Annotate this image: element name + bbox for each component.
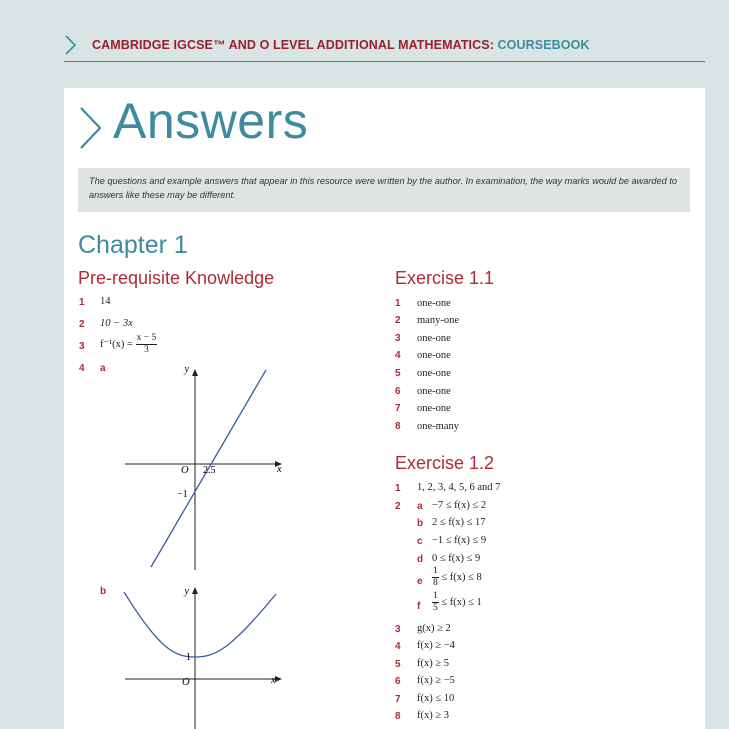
book-type: COURSEBOOK: [497, 38, 590, 52]
notice-box: The questions and example answers that appear in this resource were written by the author. In examination, the way marks would be awarded to answers like these may be different.: [78, 168, 690, 212]
answer-text: one-one: [417, 403, 451, 414]
origin-label: O: [182, 677, 190, 688]
denominator: 3: [144, 344, 149, 355]
answer-number: 5: [395, 368, 401, 379]
answer-rest: ≤ f(x) ≤ 1: [441, 596, 482, 608]
y-axis-label: y: [184, 586, 189, 597]
part-label: a: [100, 363, 106, 374]
answer-text: f(x) ≥ 5: [417, 658, 450, 669]
inverse-prefix: f⁻¹(x) =: [100, 338, 133, 350]
denominator: 8: [433, 577, 438, 588]
part-label: d: [417, 554, 424, 565]
part-label: c: [417, 536, 423, 547]
answer-number: 4: [79, 363, 85, 374]
part-label: b: [417, 518, 424, 529]
answer-number: 3: [79, 341, 85, 352]
y-intercept-label: 1: [186, 652, 191, 663]
answer-number: 2: [79, 319, 85, 330]
y-axis-label: y: [184, 364, 189, 375]
answer-text: one-one: [417, 333, 451, 344]
answer-number: 2: [395, 501, 401, 512]
y-axis-arrow-icon: [192, 369, 198, 376]
fraction: [136, 334, 158, 355]
answer-number: 6: [395, 386, 401, 397]
numerator: x − 5: [136, 333, 157, 343]
answer-text: 14: [100, 296, 111, 307]
answer-number: 5: [395, 659, 401, 670]
answer-text: f(x) ≥ −5: [417, 675, 455, 686]
answer-text: one-one: [417, 350, 451, 361]
answer-number: 1: [395, 298, 401, 309]
answer-text: 2 ≤ f(x) ≤ 17: [432, 517, 486, 528]
answer-rest: ≤ f(x) ≤ 8: [441, 571, 482, 583]
part-label: f: [417, 601, 421, 612]
answer-number: 1: [79, 297, 85, 308]
numerator: 1: [433, 566, 438, 576]
x-intercept-label: 2.5: [203, 465, 216, 476]
header-chevron-icon: [64, 34, 78, 56]
part-label: e: [417, 576, 423, 587]
answer-text: 10 − 3x: [100, 318, 133, 329]
part-label: a: [417, 501, 423, 512]
answer-number: 8: [395, 421, 401, 432]
answer-number: 8: [395, 711, 401, 722]
answer-text: one-one: [417, 298, 451, 309]
answer-text: f(x) ≥ −4: [417, 640, 455, 651]
answer-text: f(x) ≤ 10: [417, 693, 455, 704]
running-header: [92, 38, 590, 52]
answer-text: −1 ≤ f(x) ≤ 9: [432, 535, 487, 546]
answer-number: 7: [395, 403, 401, 414]
x-axis-label: x: [277, 464, 282, 475]
answer-number: 1: [395, 483, 401, 494]
answer-text: one-many: [417, 421, 459, 432]
answer-number: 7: [395, 694, 401, 705]
answer-text: 0 ≤ f(x) ≤ 9: [432, 553, 481, 564]
header-rule: [64, 61, 705, 62]
prerequisite-heading: Pre-requisite Knowledge: [78, 268, 275, 288]
answer-number: 6: [395, 676, 401, 687]
part-label: b: [100, 586, 107, 597]
y-axis-arrow-icon: [192, 587, 198, 594]
x-axis-arrow-icon: [275, 676, 282, 682]
answer-text: g(x) ≥ 2: [417, 623, 451, 634]
answer-number: 3: [395, 333, 401, 344]
graph-a: [120, 360, 295, 575]
exercise-1-1-heading: Exercise 1.1: [395, 268, 495, 288]
fraction-answer: [432, 592, 482, 613]
answer-text: −7 ≤ f(x) ≤ 2: [432, 500, 487, 511]
fraction: [432, 567, 439, 588]
exercise-1-2-heading: Exercise 1.2: [395, 453, 495, 473]
numerator: 1: [433, 591, 438, 601]
answer-number: 4: [395, 641, 401, 652]
answer-text: many-one: [417, 315, 459, 326]
answer-number: 4: [395, 350, 401, 361]
chapter-heading: Chapter 1: [78, 231, 188, 259]
fraction: [432, 592, 439, 613]
answer-number: 3: [395, 624, 401, 635]
answer-text: one-one: [417, 386, 451, 397]
answer-text: f(x) ≥ 3: [417, 710, 450, 721]
x-axis-label: x: [271, 675, 276, 686]
quadratic-curve: [124, 592, 276, 657]
fraction-answer: [432, 567, 482, 588]
denominator: 5: [433, 602, 438, 613]
graph-b: [120, 580, 295, 729]
title-chevron-icon: [78, 105, 104, 151]
y-intercept-label: −1: [177, 489, 188, 500]
answer-text: one-one: [417, 368, 451, 379]
answer-text: 1, 2, 3, 4, 5, 6 and 7: [417, 482, 501, 493]
page-title: Answers: [113, 93, 309, 149]
answer-number: 2: [395, 315, 401, 326]
inverse-function-answer: [100, 334, 157, 355]
book-title: CAMBRIDGE IGCSE™ AND O LEVEL ADDITIONAL MATHEMATICS:: [92, 38, 498, 52]
origin-label: O: [181, 465, 189, 476]
